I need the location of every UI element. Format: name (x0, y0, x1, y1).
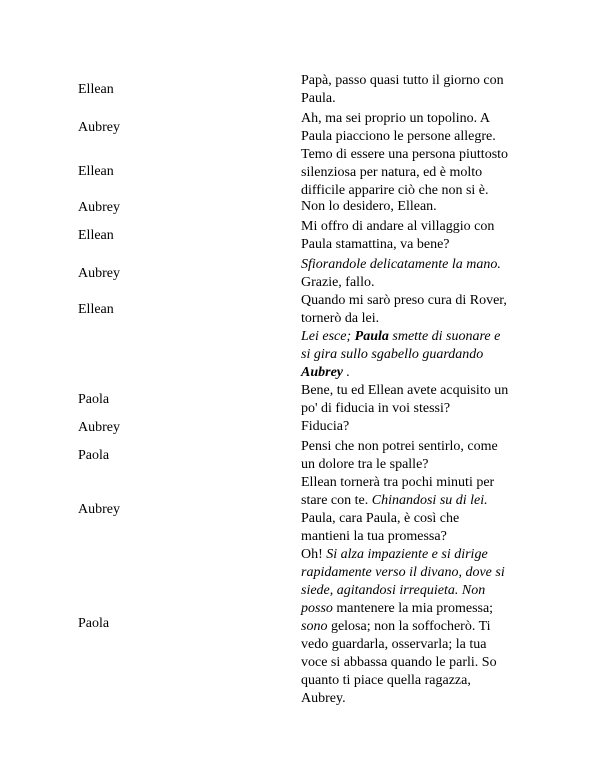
dialogue-text (301, 146, 541, 200)
text-line (301, 400, 541, 418)
text-line (301, 618, 541, 636)
text-segment: sono (301, 619, 328, 634)
dialogue-text (301, 292, 541, 328)
text-segment: un dolore tra le spalle? (301, 457, 429, 472)
text-line (301, 438, 541, 456)
dialogue-row (0, 256, 600, 292)
text-segment: Chinandosi su di lei. (371, 493, 488, 508)
speaker-name: Paola (78, 448, 110, 463)
stage-direction (301, 328, 541, 382)
text-segment: mantieni la tua promessa? (301, 529, 447, 544)
text-segment: Pensi che non potrei sentirlo, come (301, 439, 498, 454)
dialogue-row (0, 474, 600, 546)
text-segment: voce si abbassa quando le parli. So (301, 655, 497, 670)
text-line (301, 492, 541, 510)
dialogue-text (301, 256, 541, 292)
text-line (301, 164, 541, 182)
text-line (301, 564, 541, 582)
text-segment: Paula stamattina, va bene? (301, 237, 450, 252)
text-line (301, 474, 541, 492)
text-line (301, 328, 541, 346)
dialogue-text (301, 438, 541, 474)
dialogue-row (0, 146, 600, 198)
text-segment: Non lo desidero, Ellean. (301, 199, 437, 214)
text-segment: Quando mi sarò preso cura di Rover, (301, 293, 507, 308)
text-segment: si gira sullo sgabello guardando (301, 347, 484, 362)
text-line (301, 510, 541, 528)
text-line (301, 528, 541, 546)
text-line (301, 582, 541, 600)
dialogue-row (0, 218, 600, 254)
text-segment: mantenere la mia promessa; (332, 601, 494, 616)
text-segment: difficile apparire ciò che non si è. (301, 183, 489, 198)
text-line (301, 346, 541, 364)
dialogue-row (0, 418, 600, 438)
text-segment: . (343, 365, 350, 380)
dialogue-row (0, 438, 600, 474)
text-line (301, 236, 541, 254)
text-line (301, 654, 541, 672)
dialogue-row (0, 110, 600, 146)
text-segment: Oh! (301, 547, 327, 562)
text-segment: siede, agitandosi irrequieta. Non (301, 583, 486, 598)
dialogue-text (301, 72, 541, 108)
text-segment: quanto ti piace quella ragazza, (301, 673, 471, 688)
dialogue-text (301, 418, 541, 436)
text-line (301, 256, 541, 274)
text-line (301, 310, 541, 328)
text-segment: smette di suonare e (388, 329, 501, 344)
text-segment: Grazie, fallo. (301, 275, 375, 290)
text-segment: Fiducia? (301, 419, 350, 434)
text-segment: Paula piacciono le persone allegre. (301, 129, 496, 144)
text-line (301, 672, 541, 690)
text-line (301, 636, 541, 654)
text-segment: Paula, cara Paula, è così che (301, 511, 460, 526)
text-segment: Ah, ma sei proprio un topolino. A (301, 111, 490, 126)
text-line (301, 600, 541, 618)
text-segment: Temo di essere una persona piuttosto (301, 147, 509, 162)
text-line (301, 90, 541, 108)
speaker-name: Aubrey (78, 120, 120, 135)
speaker-name: Ellean (78, 82, 114, 97)
text-segment: Ellean tornerà tra pochi minuti per (301, 475, 495, 490)
speaker-name: Paola (78, 392, 110, 407)
speaker-name: Aubrey (78, 420, 120, 435)
dialogue-row (0, 292, 600, 328)
dialogue-row (0, 546, 600, 706)
text-segment: Sfiorandole delicatamente la mano. (301, 257, 501, 272)
text-segment: Mi offro di andare al villaggio con (301, 219, 495, 234)
speaker-name: Aubrey (78, 266, 120, 281)
text-segment: rapidamente verso il divano, dove si (301, 565, 505, 580)
text-line (301, 274, 541, 292)
dialogue-row (0, 382, 600, 418)
speaker-name: Ellean (78, 164, 114, 179)
text-segment: Lei esce; (301, 329, 355, 344)
text-line (301, 218, 541, 236)
text-line (301, 292, 541, 310)
text-segment: stare con te. (301, 493, 372, 508)
speaker-name: Aubrey (78, 502, 120, 517)
dialogue-row (0, 198, 600, 218)
dialogue-row (0, 328, 600, 382)
text-line (301, 382, 541, 400)
text-segment: Bene, tu ed Ellean avete acquisito un (301, 383, 509, 398)
text-segment: silenziosa per natura, ed è molto (301, 165, 483, 180)
dialogue-text (301, 218, 541, 254)
dialogue-text (301, 110, 541, 146)
speaker-name: Paola (78, 616, 110, 631)
text-segment: vedo guardarla, osservarla; la tua (301, 637, 487, 652)
text-segment: Si alza impaziente e si dirige (326, 547, 488, 562)
dialogue-text (301, 382, 541, 418)
text-line (301, 546, 541, 564)
text-segment: Paula. (301, 91, 336, 106)
text-segment: Paula (354, 329, 389, 344)
text-segment: Aubrey. (301, 691, 346, 706)
text-segment: Papà, passo quasi tutto il giorno con (301, 73, 504, 88)
text-segment: tornerò da lei. (301, 311, 380, 326)
text-line (301, 418, 541, 436)
dialogue-row (0, 72, 600, 108)
text-segment: po' di fiducia in voi stessi? (301, 401, 451, 416)
text-line (301, 110, 541, 128)
speaker-name: Ellean (78, 302, 114, 317)
speaker-name: Ellean (78, 228, 114, 243)
text-line (301, 198, 541, 216)
text-line (301, 456, 541, 474)
text-segment: Aubrey (301, 365, 343, 380)
dialogue-text (301, 474, 541, 546)
text-line (301, 364, 541, 382)
speaker-name: Aubrey (78, 200, 120, 215)
text-segment: posso (301, 601, 333, 616)
text-segment: gelosa; non la soffocherò. Ti (327, 619, 491, 634)
text-line (301, 72, 541, 90)
text-line (301, 128, 541, 146)
text-line (301, 146, 541, 164)
text-line (301, 690, 541, 708)
dialogue-text (301, 198, 541, 216)
dialogue-text (301, 546, 541, 708)
